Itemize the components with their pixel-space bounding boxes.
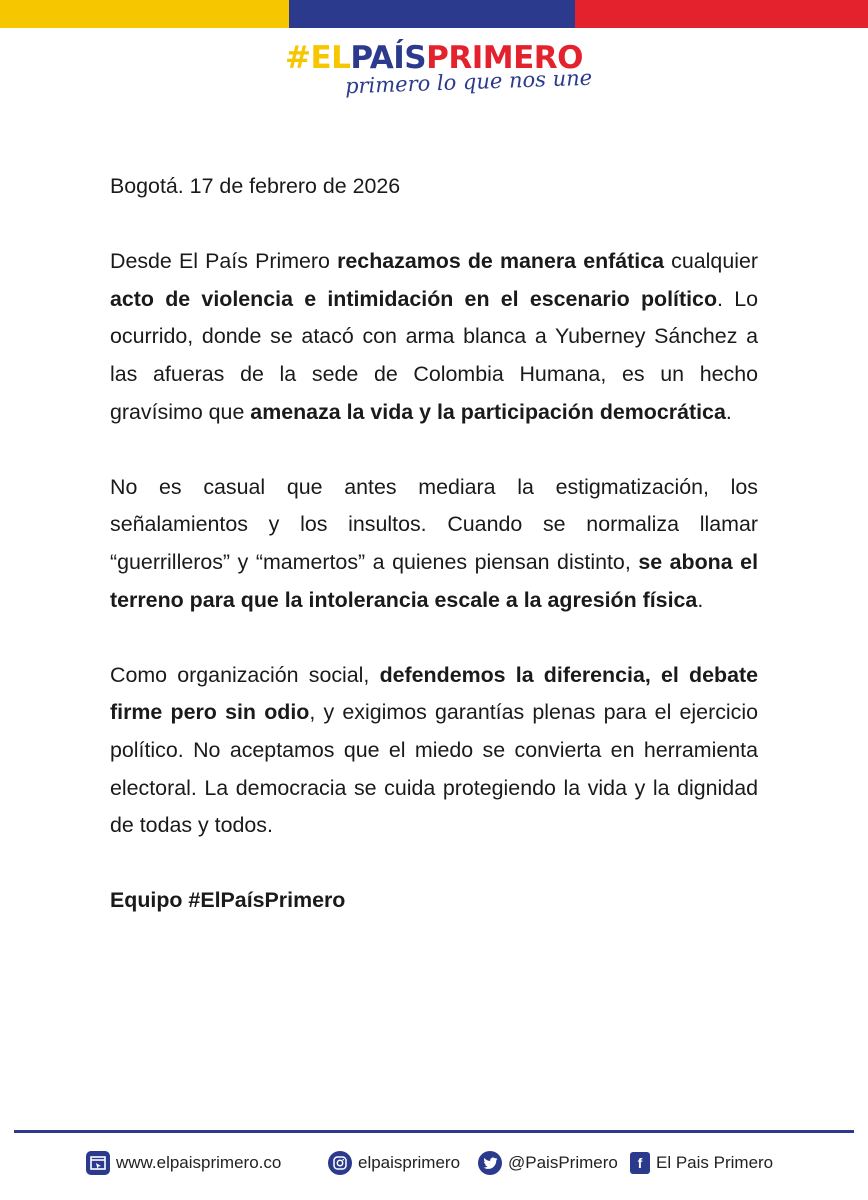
website-link[interactable]: www.elpaisprimero.co [116,1153,282,1172]
text-run: Desde El País Primero [110,249,338,274]
paragraph-1 [110,243,758,431]
footer-facebook[interactable] [630,1148,773,1178]
text-run: . [725,399,732,424]
bold-text-run: defendemos la diferencia, el debate firme pero sin odio [110,662,758,725]
flag-stripe-red [575,0,868,28]
twitter-handle[interactable]: @PaisPrimero [508,1153,618,1172]
letter-date: Bogotá. 17 de febrero de 2026 [110,174,401,198]
footer-instagram[interactable] [328,1148,460,1178]
logo-tagline: primero lo que nos une [345,65,593,99]
footer [0,1148,868,1178]
bold-text-run: se abona el terreno para que la intolerancia escale a la agresión física [110,549,759,612]
text-run: , y exigimos garantías plenas para el ejercicio político. No aceptamos que el miedo se convierta en herramienta electoral. La democracia se cuida protegiendo la vida y la dignidad de todas y todos. [110,700,758,838]
flag-stripe-blue [289,0,575,28]
logo-pais: PAÍS [350,40,427,76]
text-run: . [697,587,704,612]
paragraph-2 [110,469,758,619]
logo-primero: PRIMERO [426,40,584,76]
signature: Equipo #ElPaísPrimero [110,888,346,913]
text-run: No es casual que antes mediara la estigmatización, los señalamientos y los insultos. Cuando se normaliza llamar “guerrilleros” y “mamertos” a quienes piensan distinto, [110,474,758,574]
logo-el: EL [310,40,351,76]
flag-stripe-yellow [0,0,289,28]
web-icon [86,1151,110,1175]
bold-text-run: amenaza la vida y la participación democrática [250,399,726,424]
instagram-icon [328,1151,352,1175]
facebook-page[interactable]: El Pais Primero [656,1153,774,1172]
facebook-icon: f [630,1152,650,1174]
brand-logo [0,40,868,99]
text-run: cualquier [664,249,758,274]
footer-twitter[interactable] [478,1148,618,1178]
footer-divider [14,1130,854,1133]
text-run: . Lo ocurrido, donde se atacó con arma blanca a Yuberney Sánchez a las afueras de la sede de Colombia Humana, es un hecho gravísimo que [110,286,758,424]
instagram-handle[interactable]: elpaisprimero [358,1153,461,1172]
footer-website[interactable] [86,1148,281,1178]
logo-hash: # [284,40,311,76]
letter-body [110,168,758,920]
paragraph-3 [110,657,758,845]
text-run: Como organización social, [110,662,380,687]
twitter-icon [478,1151,502,1175]
bold-text-run: acto de violencia e intimidación en el escenario político [110,286,718,311]
bold-text-run: rechazamos de manera enfática [337,249,665,274]
